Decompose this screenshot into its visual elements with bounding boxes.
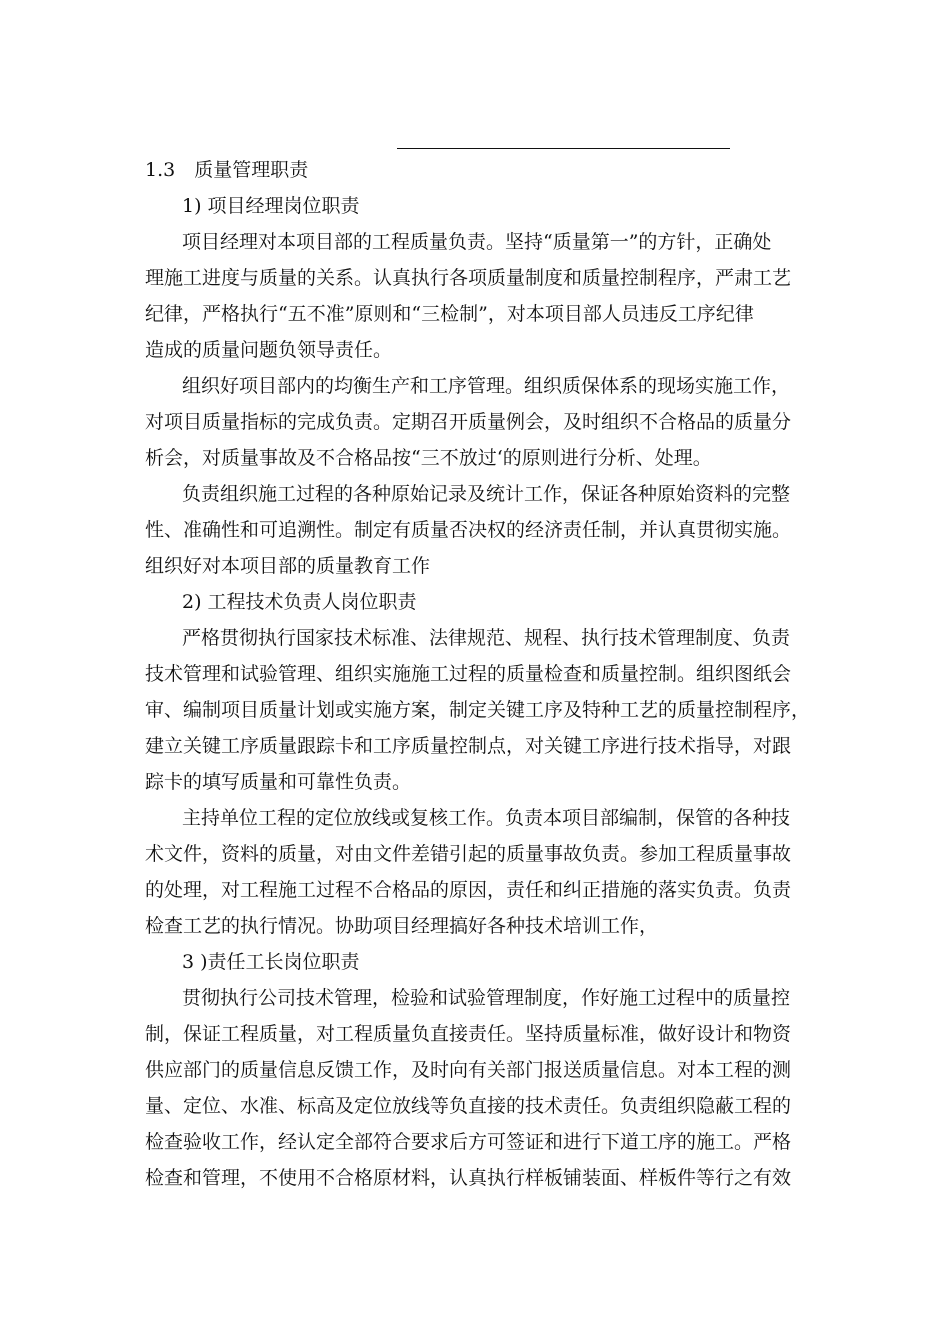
paragraph-line: 制，保证工程质量，对工程质量负直接责任。坚持质量标准，做好设计和物资 — [145, 1023, 792, 1045]
paragraph-line: 术文件，资料的质量，对由文件差错引起的质量事故负责。参加工程质量事故 — [145, 843, 792, 865]
paragraph-line: 析会，对质量事故及不合格品按“三不放过‘的原则进行分析、处理。 — [145, 447, 712, 469]
paragraph-line: 技术管理和试验管理、组织实施施工过程的质量检查和质量控制。组织图纸会 — [145, 663, 792, 685]
paragraph-line: 踪卡的填写质量和可靠性负责。 — [145, 771, 412, 793]
paragraph-line: 造成的质量问题负领导责任。 — [145, 339, 393, 361]
paragraph-line: 检查和管理，不使用不合格原材料，认真执行样板铺装面、样板件等行之有效 — [145, 1167, 792, 1189]
paragraph-line: 纪律，严格执行“五不准”原则和“三检制”，对本项目部人员违反工序纪律 — [145, 303, 754, 325]
paragraph-line: 量、定位、水准、标高及定位放线等负直接的技术责任。负责组织隐蔽工程的 — [145, 1095, 792, 1117]
paragraph-line: 检查验收工作，经认定全部符合要求后方可签证和进行下道工序的施工。严格 — [145, 1131, 792, 1153]
section-heading: 1.3 质量管理职责 — [145, 159, 309, 181]
subsection-heading: 1) 项目经理岗位职责 — [182, 195, 360, 217]
paragraph-line: 理施工进度与质量的关系。认真执行各项质量制度和质量控制程序，严肃工艺 — [145, 267, 792, 289]
paragraph-line: 严格贯彻执行国家技术标准、法律规范、规程、执行技术管理制度、负责 — [182, 627, 791, 649]
paragraph-line: 的处理，对工程施工过程不合格品的原因，责任和纠正措施的落实负责。负责 — [145, 879, 792, 901]
paragraph-line: 负责组织施工过程的各种原始记录及统计工作，保证各种原始资料的完整 — [182, 483, 791, 505]
paragraph-line: 性、准确性和可追溯性。制定有质量否决权的经济责任制，并认真贯彻实施。 — [145, 519, 792, 541]
paragraph-line: 供应部门的质量信息反馈工作，及时向有关部门报送质量信息。对本工程的测 — [145, 1059, 792, 1081]
paragraph-line: 审、编制项目质量计划或实施方案，制定关键工序及特种工艺的质量控制程序， — [145, 699, 811, 721]
paragraph-line: 主持单位工程的定位放线或复核工作。负责本项目部编制，保管的各种技 — [182, 807, 791, 829]
paragraph-line: 建立关键工序质量跟踪卡和工序质量控制点，对关键工序进行技术指导，对跟 — [145, 735, 792, 757]
paragraph-line: 贯彻执行公司技术管理，检验和试验管理制度，作好施工过程中的质量控 — [182, 987, 791, 1009]
paragraph-line: 组织好项目部内的均衡生产和工序管理。组织质保体系的现场实施工作， — [182, 375, 791, 397]
paragraph-line: 项目经理对本项目部的工程质量负责。坚持“质量第一”的方针，正确处 — [182, 231, 772, 253]
paragraph-line: 检查工艺的执行情况。协助项目经理搞好各种技术培训工作， — [145, 915, 659, 937]
paragraph-line: 对项目质量指标的完成负责。定期召开质量例会，及时组织不合格品的质量分 — [145, 411, 792, 433]
paragraph-line: 组织好对本项目部的质量教育工作 — [145, 555, 431, 577]
subsection-heading: 3 )责任工长岗位职责 — [182, 951, 360, 973]
header-rule — [397, 148, 730, 149]
subsection-heading: 2) 工程技术负责人岗位职责 — [182, 591, 417, 613]
